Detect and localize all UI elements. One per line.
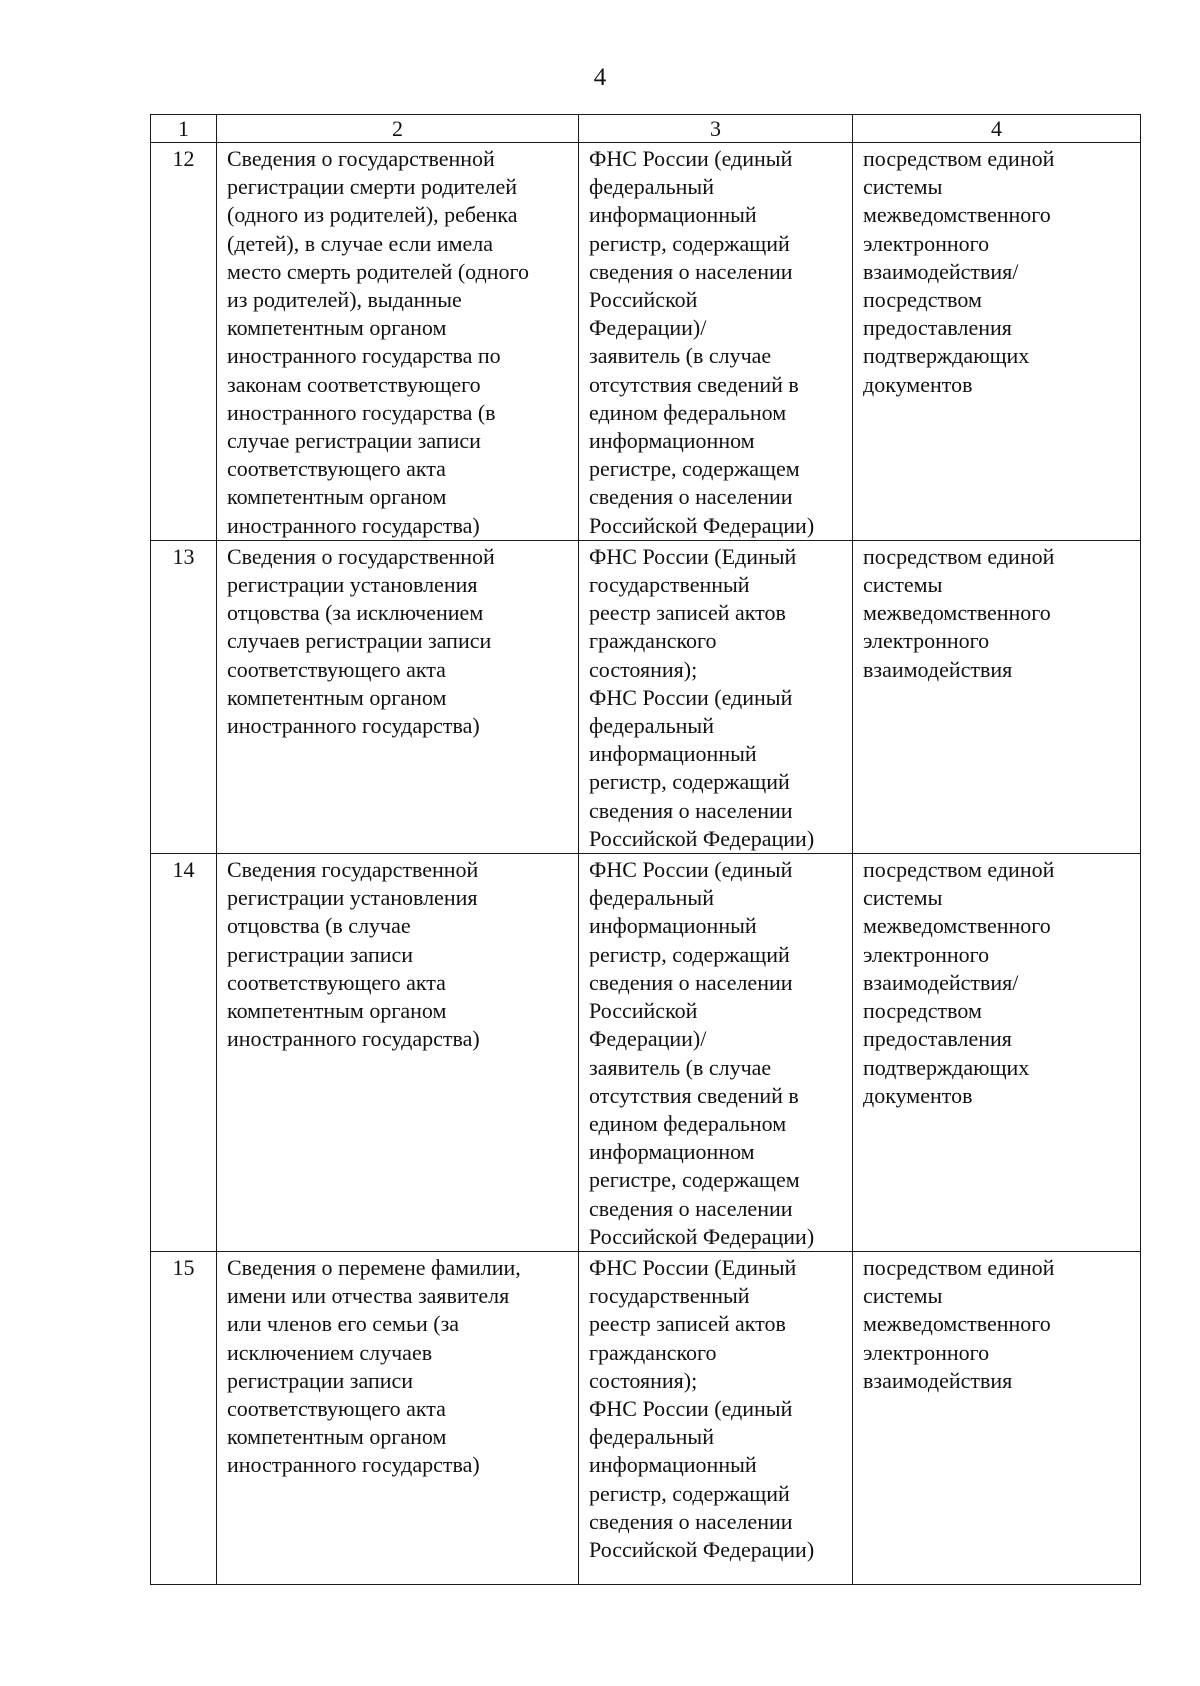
method-cell: посредством единой системы межведомственного электронного взаимодействия bbox=[853, 1251, 1141, 1584]
row-number: 15 bbox=[151, 1251, 217, 1584]
data-sources-table bbox=[150, 114, 1141, 1585]
method-cell: посредством единой системы межведомственного электронного взаимодействия/ посредством предоставления подтверждающих документов bbox=[853, 854, 1141, 1252]
information-cell: Сведения о государственной регистрации установления отцовства (за исключением случаев регистрации записи соответствующего акта компетентным органом иностранного государства) bbox=[217, 540, 579, 853]
column-header-4: 4 bbox=[853, 115, 1141, 143]
column-header-1: 1 bbox=[151, 115, 217, 143]
source-cell: ФНС России (единый федеральный информационный регистр, содержащий сведения о населении Российской Федерации)/ заявитель (в случае отсутствия сведений в едином федеральном информационном регистре, содержащем сведения о населении Российской Федерации) bbox=[579, 143, 853, 541]
information-cell: Сведения о государственной регистрации смерти родителей (одного из родителей), ребенка (детей), в случае если имела место смерть родителей (одного из родителей), выданные компетентным органом иностранного государства по законам соответствующего иностранного государства (в случае регистрации записи соответствующего акта компетентным органом иностранного государства) bbox=[217, 143, 579, 541]
table-body bbox=[151, 143, 1141, 1585]
page-number: 4 bbox=[593, 64, 607, 91]
source-cell: ФНС России (единый федеральный информационный регистр, содержащий сведения о населении Российской Федерации)/ заявитель (в случае отсутствия сведений в едином федеральном информационном регистре, содержащем сведения о населении Российской Федерации) bbox=[579, 854, 853, 1252]
column-header-3: 3 bbox=[579, 115, 853, 143]
method-cell: посредством единой системы межведомственного электронного взаимодействия/ посредством предоставления подтверждающих документов bbox=[853, 143, 1141, 541]
row-number: 14 bbox=[151, 854, 217, 1252]
source-cell: ФНС России (Единый государственный реестр записей актов гражданского состояния); ФНС России (единый федеральный информационный регистр, содержащий сведения о населении Российской Федерации) bbox=[579, 1251, 853, 1584]
row-number: 13 bbox=[151, 540, 217, 853]
table-row bbox=[151, 854, 1141, 1252]
method-cell: посредством единой системы межведомственного электронного взаимодействия bbox=[853, 540, 1141, 853]
table-row bbox=[151, 143, 1141, 541]
information-cell: Сведения о перемене фамилии, имени или отчества заявителя или членов его семьи (за исключением случаев регистрации записи соответствующего акта компетентным органом иностранного государства) bbox=[217, 1251, 579, 1584]
table-header bbox=[151, 115, 1141, 143]
header-row bbox=[151, 115, 1141, 143]
source-cell: ФНС России (Единый государственный реестр записей актов гражданского состояния); ФНС России (единый федеральный информационный регистр, содержащий сведения о населении Российской Федерации) bbox=[579, 540, 853, 853]
table-row bbox=[151, 540, 1141, 853]
information-cell: Сведения государственной регистрации установления отцовства (в случае регистрации записи соответствующего акта компетентным органом иностранного государства) bbox=[217, 854, 579, 1252]
column-header-2: 2 bbox=[217, 115, 579, 143]
table-row bbox=[151, 1251, 1141, 1584]
row-number: 12 bbox=[151, 143, 217, 541]
